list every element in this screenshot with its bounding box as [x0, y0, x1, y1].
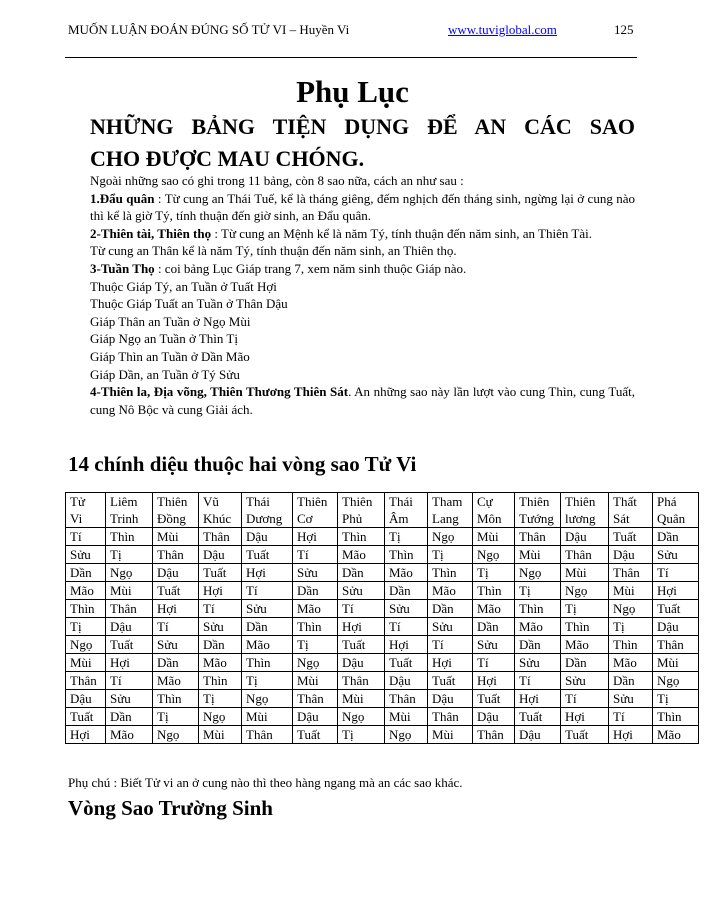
- table-cell: Thân: [153, 546, 199, 564]
- table-cell: Ngọ: [106, 564, 153, 582]
- table-cell: Dần: [385, 582, 428, 600]
- column-header: [242, 493, 293, 528]
- header-text: Trinh: [110, 511, 139, 526]
- table-cell: Thìn: [515, 600, 561, 618]
- column-header: [338, 493, 385, 528]
- table-cell: Thân: [561, 546, 609, 564]
- table-cell: Tị: [66, 618, 106, 636]
- table-cell: Thìn: [199, 672, 242, 690]
- table-cell: Hợi: [106, 654, 153, 672]
- table-cell: Mão: [66, 582, 106, 600]
- table-cell: Sửu: [106, 690, 153, 708]
- table-cell: Ngọ: [428, 528, 473, 546]
- table-cell: Tí: [153, 618, 199, 636]
- table-cell: Ngọ: [653, 672, 699, 690]
- column-header: [153, 493, 199, 528]
- table-cell: Dần: [473, 618, 515, 636]
- table-cell: Dần: [153, 654, 199, 672]
- paragraph-text: : coi bảng Lục Giáp trang 7, xem năm sinh thuộc Giáp nào.: [154, 260, 467, 276]
- header-text: Phá: [657, 494, 677, 509]
- table-cell: Tị: [653, 690, 699, 708]
- header-text: Cơ: [297, 511, 313, 526]
- table-cell: Sửu: [515, 654, 561, 672]
- paragraph-lead: 4-Thiên la, Địa võng, Thiên Thương Thiên Sát: [90, 384, 349, 400]
- table-cell: Mão: [428, 582, 473, 600]
- table-cell: Hợi: [428, 654, 473, 672]
- table-cell: Dậu: [293, 708, 338, 726]
- table-row: [66, 672, 699, 690]
- table-cell: Tí: [338, 600, 385, 618]
- paragraph-text: Giáp Dần, an Tuần ở Tý Sửu: [90, 366, 240, 382]
- table-cell: Thìn: [338, 528, 385, 546]
- header-text: Vũ: [203, 494, 219, 509]
- table-cell: Dậu: [428, 690, 473, 708]
- table-cell: Tuất: [385, 654, 428, 672]
- table-cell: Mão: [106, 726, 153, 744]
- table-cell: Ngọ: [153, 726, 199, 744]
- paragraph: [90, 278, 635, 296]
- table-cell: Dần: [199, 636, 242, 654]
- paragraph-text: Giáp Thìn an Tuần ở Dần Mão: [90, 348, 250, 364]
- table-cell: Mão: [153, 672, 199, 690]
- paragraph-text: : Từ cung an Thái Tuế, kể là tháng giêng, đếm nghịch đến tháng sinh, ngừng lại ở cung nào thì kể là giờ Tý, tính thuận đến giờ sinh, an Đẩu quân.: [90, 190, 636, 224]
- table-cell: Hợi: [561, 708, 609, 726]
- header-text: Môn: [477, 511, 502, 526]
- table-cell: Tí: [561, 690, 609, 708]
- table-cell: Dần: [338, 564, 385, 582]
- table-cell: Hợi: [199, 582, 242, 600]
- header-text: Quân: [657, 511, 686, 526]
- table-cell: Mão: [385, 564, 428, 582]
- table-cell: Ngọ: [293, 654, 338, 672]
- table-row: [66, 618, 699, 636]
- table-cell: Thìn: [609, 636, 653, 654]
- table-cell: Hợi: [242, 564, 293, 582]
- table-cell: Mão: [199, 654, 242, 672]
- paragraph-lead: 3-Tuần Thọ: [90, 260, 155, 276]
- table-cell: Mùi: [338, 690, 385, 708]
- table-cell: Thân: [66, 672, 106, 690]
- table-cell: Ngọ: [385, 726, 428, 744]
- table-cell: Sửu: [561, 672, 609, 690]
- table-cell: Mùi: [428, 726, 473, 744]
- header-text: Tử: [70, 494, 85, 509]
- table-cell: Thìn: [653, 708, 699, 726]
- table-cell: Mùi: [609, 582, 653, 600]
- table-cell: Thìn: [293, 618, 338, 636]
- header-text: Cự: [477, 494, 493, 509]
- table-cell: Hợi: [473, 672, 515, 690]
- table-cell: Thân: [385, 690, 428, 708]
- header-text: Sát: [613, 511, 630, 526]
- table-cell: Sửu: [66, 546, 106, 564]
- table-cell: Tí: [653, 564, 699, 582]
- paragraph: [90, 330, 635, 348]
- table-cell: Mùi: [653, 654, 699, 672]
- table-cell: Tí: [428, 636, 473, 654]
- table-cell: Ngọ: [473, 546, 515, 564]
- section-heading-truong-sinh: Vòng Sao Trường Sinh: [68, 796, 273, 820]
- table-cell: Tuất: [66, 708, 106, 726]
- table-cell: Tuất: [153, 582, 199, 600]
- table-cell: Mão: [242, 636, 293, 654]
- table-cell: Mão: [653, 726, 699, 744]
- table-cell: Tuất: [293, 726, 338, 744]
- table-cell: Thìn: [153, 690, 199, 708]
- table-cell: Mùi: [199, 726, 242, 744]
- paragraph: [90, 348, 635, 366]
- table-cell: Thìn: [428, 564, 473, 582]
- header-text: Thiên: [519, 494, 550, 509]
- table-cell: Dần: [653, 528, 699, 546]
- header-text: Tham: [432, 494, 463, 509]
- table-cell: Dần: [242, 618, 293, 636]
- column-header: [515, 493, 561, 528]
- header-text: Lang: [432, 511, 459, 526]
- table-cell: Mùi: [473, 528, 515, 546]
- table-cell: Dậu: [385, 672, 428, 690]
- table-cell: Mão: [561, 636, 609, 654]
- table-cell: Tuất: [106, 636, 153, 654]
- table-row: [66, 654, 699, 672]
- table-cell: Tị: [153, 708, 199, 726]
- table-cell: Tí: [106, 672, 153, 690]
- paragraph: [90, 383, 635, 418]
- subtitle-line-1: NHỮNG BẢNG TIỆN DỤNG ĐỂ AN CÁC SAO: [90, 114, 635, 139]
- paragraph: [90, 313, 635, 331]
- paragraph: [90, 190, 635, 225]
- paragraph-text: . An những sao này lần lượt vào cung Thìn, cung Tuất, cung Nô Bộc và cung Giải ách.: [90, 384, 635, 417]
- table-cell: Dậu: [338, 654, 385, 672]
- column-header: [561, 493, 609, 528]
- table-cell: Ngọ: [338, 708, 385, 726]
- table-cell: Sửu: [293, 564, 338, 582]
- header-text: Thái: [389, 494, 413, 509]
- column-header: [653, 493, 699, 528]
- paragraph-text: : Từ cung an Mệnh kể là năm Tý, tính thuận đến năm sinh, an Thiên Tài.: [211, 225, 592, 241]
- table-cell: Mùi: [106, 582, 153, 600]
- table-cell: Tí: [515, 672, 561, 690]
- table-cell: Tị: [515, 582, 561, 600]
- table-cell: Thân: [609, 564, 653, 582]
- table-cell: Dậu: [515, 726, 561, 744]
- table-cell: Mùi: [153, 528, 199, 546]
- table-cell: Dần: [293, 582, 338, 600]
- paragraph-text: Giáp Ngọ an Tuần ở Thìn Tị: [90, 331, 238, 347]
- paragraph-text: Ngoài những sao có ghi trong 11 bảng, còn 8 sao nữa, cách an như sau :: [90, 173, 464, 188]
- table-cell: Hợi: [609, 726, 653, 744]
- table-cell: Dậu: [609, 546, 653, 564]
- header-text: Tướng: [519, 511, 554, 526]
- table-cell: Thân: [293, 690, 338, 708]
- table-cell: Tí: [66, 528, 106, 546]
- table-cell: Thân: [515, 528, 561, 546]
- table-cell: Mão: [293, 600, 338, 618]
- table-cell: Sửu: [653, 546, 699, 564]
- table-cell: Dậu: [242, 528, 293, 546]
- website-link[interactable]: www.tuviglobal.com: [448, 22, 557, 37]
- paragraph-lead: 1.Đẩu quân: [90, 190, 155, 206]
- column-header: [473, 493, 515, 528]
- table-row: [66, 726, 699, 744]
- table-cell: Hợi: [153, 600, 199, 618]
- table-cell: Tuất: [609, 528, 653, 546]
- header-text: Thái: [246, 494, 270, 509]
- table-cell: Hợi: [66, 726, 106, 744]
- table-cell: Tuất: [653, 600, 699, 618]
- table-row: [66, 708, 699, 726]
- paragraph: [90, 225, 635, 243]
- header-text: Đồng: [157, 511, 186, 526]
- table-cell: Tí: [609, 708, 653, 726]
- table-header-row: [66, 493, 699, 528]
- table-cell: Tị: [106, 546, 153, 564]
- header-text: Dương: [246, 511, 283, 526]
- table-cell: Tuất: [428, 672, 473, 690]
- table-cell: Mùi: [385, 708, 428, 726]
- table-row: [66, 600, 699, 618]
- page-title: Phụ Lục: [296, 74, 409, 109]
- table-cell: Dần: [515, 636, 561, 654]
- table-cell: Tị: [609, 618, 653, 636]
- paragraph: [90, 366, 635, 384]
- table-cell: Tí: [199, 600, 242, 618]
- table-cell: Tí: [385, 618, 428, 636]
- table-cell: Ngọ: [242, 690, 293, 708]
- column-header: [428, 493, 473, 528]
- table-cell: Sửu: [609, 690, 653, 708]
- table-cell: Dậu: [199, 546, 242, 564]
- header-text: Phủ: [342, 511, 363, 526]
- subtitle-line-2: CHO ĐƯỢC MAU CHÓNG.: [90, 146, 365, 171]
- column-header: [385, 493, 428, 528]
- table-cell: Dần: [66, 564, 106, 582]
- table-cell: Dần: [428, 600, 473, 618]
- table-cell: Tuất: [515, 708, 561, 726]
- table-cell: Hợi: [653, 582, 699, 600]
- table-cell: Ngọ: [561, 582, 609, 600]
- header-text: lương: [565, 511, 596, 526]
- header-text: Khúc: [203, 511, 232, 526]
- table-cell: Thìn: [66, 600, 106, 618]
- column-header: [293, 493, 338, 528]
- table-cell: Dậu: [106, 618, 153, 636]
- table-cell: Thìn: [385, 546, 428, 564]
- table-cell: Dần: [106, 708, 153, 726]
- table-cell: Tí: [293, 546, 338, 564]
- table-cell: Dần: [609, 672, 653, 690]
- table-cell: Ngọ: [515, 564, 561, 582]
- paragraph-text: Thuộc Giáp Tý, an Tuần ở Tuất Hợi: [90, 278, 277, 294]
- table-cell: Tị: [385, 528, 428, 546]
- table-cell: Sửu: [242, 600, 293, 618]
- table-cell: Thân: [242, 726, 293, 744]
- paragraph: [90, 295, 635, 313]
- table-cell: Dậu: [561, 528, 609, 546]
- page-number: 125: [614, 22, 634, 37]
- table-cell: Tuất: [199, 564, 242, 582]
- section-heading-14-stars: 14 chính diệu thuộc hai vòng sao Tử Vi: [68, 452, 417, 476]
- table-cell: Ngọ: [199, 708, 242, 726]
- column-header: [106, 493, 153, 528]
- header-text: Liêm: [110, 494, 138, 509]
- table-cell: Sửu: [199, 618, 242, 636]
- table-cell: Mão: [338, 546, 385, 564]
- table-cell: Tị: [338, 726, 385, 744]
- table-cell: Tị: [242, 672, 293, 690]
- footnote: Phụ chú : Biết Tử vi an ở cung nào thì theo hàng ngang mà an các sao khác.: [68, 775, 463, 790]
- paragraph: [90, 172, 635, 190]
- table-cell: Mùi: [293, 672, 338, 690]
- header-text: Vi: [70, 511, 83, 526]
- table-cell: Hợi: [293, 528, 338, 546]
- table-cell: Dậu: [66, 690, 106, 708]
- table-cell: Mão: [609, 654, 653, 672]
- paragraph: [90, 260, 635, 278]
- header-text: Thất: [613, 494, 637, 509]
- table-cell: Tuất: [242, 546, 293, 564]
- table-row: [66, 546, 699, 564]
- column-header: [609, 493, 653, 528]
- table-cell: Ngọ: [66, 636, 106, 654]
- table-cell: Tị: [293, 636, 338, 654]
- table-cell: Thìn: [106, 528, 153, 546]
- table-cell: Thân: [473, 726, 515, 744]
- paragraph-lead: 2-Thiên tài, Thiên thọ: [90, 225, 212, 241]
- table-cell: Hợi: [515, 690, 561, 708]
- table-cell: Sửu: [473, 636, 515, 654]
- table-cell: Mùi: [66, 654, 106, 672]
- table-cell: Mùi: [561, 564, 609, 582]
- table-cell: Sửu: [153, 636, 199, 654]
- column-header: [66, 493, 106, 528]
- header-text: Thiên: [342, 494, 373, 509]
- table-cell: Mão: [515, 618, 561, 636]
- table-cell: Tí: [473, 654, 515, 672]
- table-cell: Mão: [473, 600, 515, 618]
- column-header: [199, 493, 242, 528]
- table-cell: Tị: [473, 564, 515, 582]
- paragraph: [90, 242, 635, 260]
- table-cell: Tuất: [473, 690, 515, 708]
- table-row: [66, 528, 699, 546]
- stars-table: [65, 492, 699, 744]
- table-row: [66, 582, 699, 600]
- table-cell: Sửu: [385, 600, 428, 618]
- header-text: Thiên: [157, 494, 188, 509]
- table-cell: Tuất: [561, 726, 609, 744]
- table-cell: Thân: [199, 528, 242, 546]
- table-cell: Thân: [106, 600, 153, 618]
- table-cell: Tị: [561, 600, 609, 618]
- table-cell: Thìn: [242, 654, 293, 672]
- header-rule: [65, 57, 637, 58]
- table-cell: Tí: [242, 582, 293, 600]
- paragraph-text: Thuộc Giáp Tuất an Tuần ở Thân Dậu: [90, 296, 288, 312]
- header-text: Thiên: [565, 494, 596, 509]
- header-text: Thiên: [297, 494, 328, 509]
- paragraph-text: Từ cung an Thân kể là năm Tý, tính thuận đến năm sinh, an Thiên thọ.: [90, 243, 457, 259]
- table-cell: Thân: [338, 672, 385, 690]
- table-cell: Sửu: [428, 618, 473, 636]
- table-cell: Dần: [561, 654, 609, 672]
- table-cell: Dậu: [473, 708, 515, 726]
- table-cell: Mùi: [515, 546, 561, 564]
- body-text: [90, 172, 635, 418]
- table-cell: Tị: [199, 690, 242, 708]
- table-cell: Sửu: [338, 582, 385, 600]
- paragraph-text: Giáp Thân an Tuần ở Ngọ Mùi: [90, 313, 251, 329]
- table-cell: Thìn: [561, 618, 609, 636]
- table-cell: Dậu: [153, 564, 199, 582]
- table-cell: Tị: [428, 546, 473, 564]
- header-text: Âm: [389, 511, 409, 526]
- table-row: [66, 636, 699, 654]
- table-cell: Hợi: [338, 618, 385, 636]
- table-row: [66, 564, 699, 582]
- running-header-title: MUỐN LUẬN ĐOÁN ĐÚNG SỐ TỬ VI – Huyền Vi: [68, 22, 350, 37]
- table-cell: Thìn: [473, 582, 515, 600]
- table-cell: Mùi: [242, 708, 293, 726]
- table-cell: Tuất: [338, 636, 385, 654]
- table-cell: Thân: [428, 708, 473, 726]
- table-cell: Dậu: [653, 618, 699, 636]
- table-cell: Thân: [653, 636, 699, 654]
- table-cell: Ngọ: [609, 600, 653, 618]
- table-row: [66, 690, 699, 708]
- table-cell: Hợi: [385, 636, 428, 654]
